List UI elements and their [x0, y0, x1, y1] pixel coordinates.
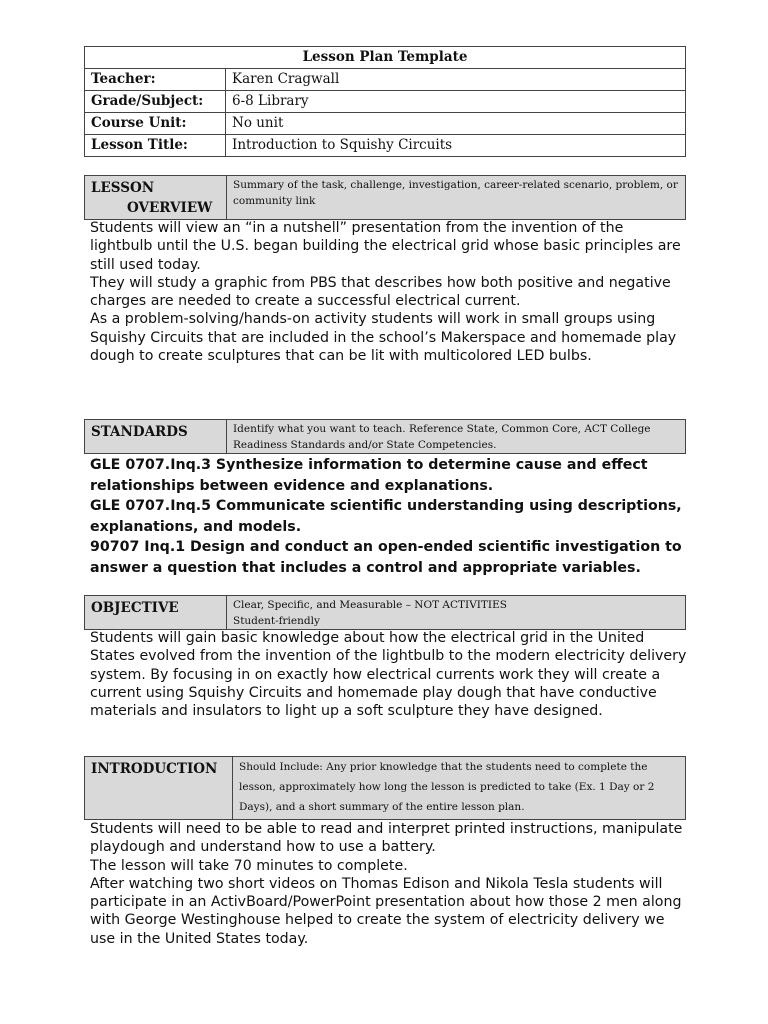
overview-body [90, 219, 690, 365]
teacher-label: Teacher: [85, 69, 226, 91]
grade-subject-row [85, 91, 686, 113]
introduction-label: INTRODUCTION [85, 757, 233, 819]
overview-label-line1: LESSON [91, 180, 155, 196]
overview-header-box [84, 175, 686, 220]
standard-item: 90707 Inq.1 Design and conduct an open-ended scientific investigation to answer a question that includes a control and appropriate variables. [90, 539, 682, 576]
standard-item: GLE 0707.Inq.3 Synthesize information to determine cause and effect relationships between evidence and explanations. [90, 457, 648, 494]
standards-header-box [84, 419, 686, 454]
introduction-paragraph: After watching two short videos on Thomas Edison and Nikola Tesla students will participate in an ActivBoard/PowerPoint presentation about how those 2 men along with George Westinghouse helped to create the system of electricity delivery we use in the United States today. [90, 875, 682, 947]
overview-label-line2: OVERVIEW [127, 200, 213, 216]
overview-label [85, 176, 227, 219]
overview-paragraph: As a problem-solving/hands-on activity students will work in small groups using Squishy Circuits that are included in the school’s Makerspace and homemade play dough to create sculptures that can be lit with multicolored LED bulbs. [90, 311, 677, 365]
overview-paragraph: Students will view an “in a nutshell” presentation from the invention of the lightbulb until the U.S. began building the electrical grid whose basic principles are still used today. [90, 220, 681, 273]
objective-header-box [84, 595, 686, 630]
lesson-title-row [85, 135, 686, 157]
objective-label: OBJECTIVE [85, 596, 227, 629]
introduction-description: Should Include: Any prior knowledge that the students need to complete the lesson, approximately how long the lesson is predicted to take (Ex. 1 Day or 2 Days), and a short summary of the entire lesson plan. [239, 761, 655, 813]
standard-item: GLE 0707.Inq.5 Communicate scientific understanding using descriptions, explanations, and models. [90, 498, 682, 535]
introduction-body [90, 820, 690, 948]
overview-paragraph: They will study a graphic from PBS that describes how both positive and negative charges are needed to create a successful electrical current. [90, 274, 671, 310]
lesson-title-label: Lesson Title: [85, 135, 226, 157]
introduction-paragraph: Students will need to be able to read and interpret printed instructions, manipulate playdough and understand how to use a battery. [90, 821, 683, 856]
course-unit-row [85, 113, 686, 135]
grade-subject-label: Grade/Subject: [85, 91, 226, 113]
lesson-header-table [84, 46, 686, 157]
teacher-row [85, 69, 686, 91]
objective-description [227, 596, 685, 629]
standards-label: STANDARDS [85, 420, 227, 453]
introduction-paragraph: The lesson will take 70 minutes to complete. [90, 857, 408, 874]
lesson-title-value: Introduction to Squishy Circuits [226, 135, 686, 157]
teacher-value: Karen Cragwall [226, 69, 686, 91]
template-title: Lesson Plan Template [85, 47, 686, 69]
course-unit-value: No unit [226, 113, 686, 135]
introduction-header-box [84, 756, 686, 820]
objective-text: Students will gain basic knowledge about how the electrical grid in the United States evolved from the invention of the lightbulb to the modern electricity delivery system. By focusing in on exactly how electrical currents work they will create a current using Squishy Circuits and homemade play dough that have conductive materials and insulators to light up a soft sculpture they have designed. [90, 630, 687, 720]
standards-description: Identify what you want to teach. Reference State, Common Core, ACT College Readiness Standards and/or State Competencies. [233, 423, 651, 451]
objective-desc-line1: Clear, Specific, and Measurable – NOT ACTIVITIES [233, 599, 507, 611]
standards-list [90, 455, 690, 578]
objective-desc-line2: Student-friendly [233, 615, 320, 627]
overview-description: Summary of the task, challenge, investigation, career-related scenario, problem, or community link [233, 179, 678, 207]
objective-body [90, 629, 690, 720]
course-unit-label: Course Unit: [85, 113, 226, 135]
grade-subject-value: 6-8 Library [226, 91, 686, 113]
